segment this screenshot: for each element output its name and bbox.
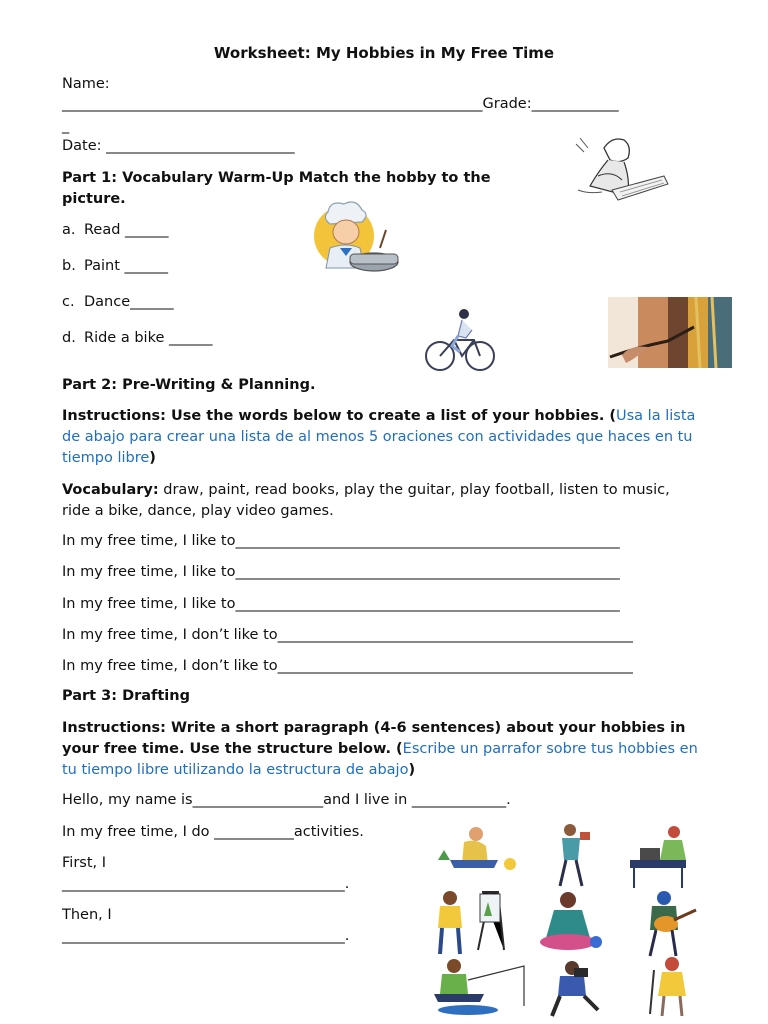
date-line: Date: __________________________ xyxy=(62,138,295,154)
then-label: Then, I xyxy=(62,907,112,923)
like-line-3: In my free time, I like to_____________________________________________________ xyxy=(62,596,620,612)
painting-image xyxy=(608,297,732,368)
name-rule: __________________________________________________________ xyxy=(62,96,483,112)
part2-instructions: Instructions: Use the words below to create a list of your hobbies. (Usa la lista de abajo para crear una lista de al menos 5 oraciones con actividades que haces en tu tiempo libre) xyxy=(62,408,696,466)
hobbies-collage-image xyxy=(428,820,710,1020)
juggler-figure xyxy=(560,824,590,886)
name-row xyxy=(62,96,619,112)
item-b: b. Paint ______ xyxy=(62,258,168,274)
knitting-figure xyxy=(540,892,602,950)
singer-figure xyxy=(650,957,686,1016)
part3-heading: Part 3: Drafting xyxy=(62,688,190,704)
photographer-figure xyxy=(552,961,598,1016)
activities-line: In my free time, I do ___________activities. xyxy=(62,824,364,840)
painter-figure xyxy=(438,891,504,954)
first-rule: _______________________________________. xyxy=(62,876,350,892)
like-line-1: In my free time, I like to_____________________________________________________ xyxy=(62,533,620,549)
first-label: First, I xyxy=(62,855,107,871)
gardener-figure xyxy=(438,827,516,870)
grade-rule: ____________ xyxy=(531,96,619,112)
fishing-figure xyxy=(434,959,524,1015)
part1-heading: Part 1: Vocabulary Warm-Up Match the hobby to the picture. xyxy=(62,170,491,207)
part2-heading: Part 2: Pre-Writing & Planning. xyxy=(62,377,316,393)
dislike-line-1: In my free time, I don’t like to_________________________________________________ xyxy=(62,627,633,643)
worksheet-title: Worksheet: My Hobbies in My Free Time xyxy=(213,44,555,62)
vocabulary-list: Vocabulary: draw, paint, read books, play the guitar, play football, listen to music, ride a bike, dance, play video games. xyxy=(62,482,670,519)
part3-instructions: Instructions: Write a short paragraph (4-6 sentences) about your hobbies in your free time. Use the structure below. (Escribe un parrafor sobre tus hobbies en tu tiempo libre utilizando la estructura de abajo) xyxy=(62,720,698,778)
dislike-line-2: In my free time, I don’t like to_________________________________________________ xyxy=(62,658,633,674)
guitarist-figure xyxy=(650,891,696,956)
name-label: Name: xyxy=(62,76,110,92)
grade-label: Grade: xyxy=(482,96,532,112)
chef-image xyxy=(300,196,406,280)
like-line-2: In my free time, I like to_____________________________________________________ xyxy=(62,564,620,580)
intro-line: Hello, my name is__________________and I live in _____________. xyxy=(62,792,511,808)
sewing-figure xyxy=(630,826,686,888)
item-a: a. Read ______ xyxy=(62,222,169,238)
then-rule: _______________________________________. xyxy=(62,928,350,944)
stray-rule: _ xyxy=(62,118,70,134)
cyclist-image xyxy=(408,300,508,376)
item-d: d. Ride a bike ______ xyxy=(62,330,213,346)
item-c: c. Dance______ xyxy=(62,294,174,310)
reading-person-image xyxy=(568,130,672,210)
